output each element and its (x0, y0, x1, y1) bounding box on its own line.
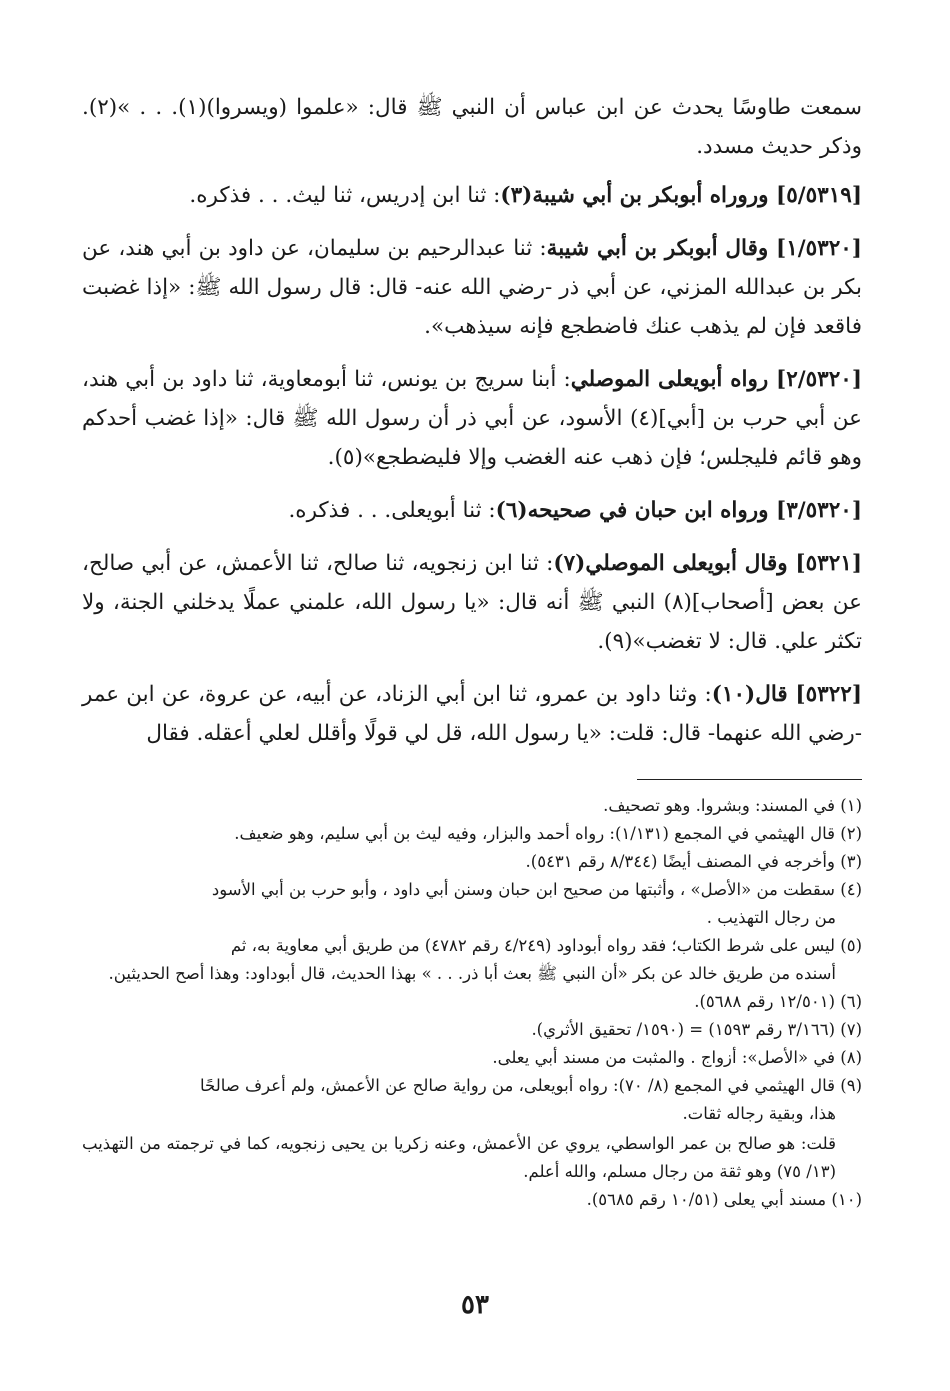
footnote-1 (82, 792, 862, 820)
footnote-number: (١) (840, 796, 862, 815)
footnote-number: (٤) (840, 880, 862, 899)
footnote-10 (82, 1186, 862, 1214)
footnote-text: (٣/١٦٦ رقم ١٥٩٣) = (١٥٩٠/ تحقيق الأثري). (531, 1020, 835, 1039)
footnote-comment: قلت: هو صالح بن عمر الواسطي، يروي عن الأعمش، وعنه زكريا بن يحيى زنجويه، كما في ترجمته من التهذيب (١٣/ ٧٥) وهو ثقة من رجال مسلم، والله أعلم. (82, 1134, 836, 1181)
footnote-text: قال الهيثمي في المجمع (١/١٣١): رواه أحمد والبزار، وفيه ليث بن أبي سليم، وهو ضعيف. (234, 824, 835, 843)
footnote-text: مسند أبي يعلى (١٠/٥١ رقم ٥٦٨٥). (586, 1190, 827, 1209)
footnote-3 (82, 848, 862, 876)
paragraph-text: : ثنا أبويعلى. . . فذكره. (288, 498, 496, 523)
paragraph-1 (82, 88, 862, 166)
footnote-number: (١٠) (831, 1190, 862, 1209)
paragraph-text: : وثنا داود بن عمرو، ثنا ابن أبي الزناد، عن أبيه، عن عروة، عن ابن عمر -رضي الله عنهما- قال: قلت: «يا رسول الله، قل لي قولًا وأقلل لعلي أعقله. فقال (82, 682, 862, 746)
footnote-number: (٩) (840, 1076, 862, 1095)
footnote-number: (٥) (840, 936, 862, 955)
footnotes (82, 792, 862, 1214)
paragraph-text: سمعت طاوسًا يحدث عن ابن عباس أن النبي ﷺ قال: «علموا (ويسروا)(١). . . »(٢). وذكر حديث مسدد. (82, 95, 862, 159)
footnote-number: (٨) (840, 1048, 862, 1067)
footnote-separator (637, 779, 862, 780)
footnote-continuation: هذا، وبقية رجاله ثقات. (682, 1104, 836, 1123)
footnote-8 (82, 1044, 862, 1072)
footnote-7 (82, 1016, 862, 1044)
hadith-ref: [٥٣٢٢] قال(١٠) (711, 682, 862, 707)
paragraph-4 (82, 360, 862, 477)
hadith-ref: [٢/٥٣٢٠] رواه أبويعلى الموصلي (570, 367, 862, 392)
footnote-text: (١٢/٥٠١ رقم ٥٦٨٨). (694, 992, 835, 1011)
footnote-text: في المسند: وبشروا. وهو تصحيف. (603, 796, 835, 815)
hadith-ref: [٥/٥٣١٩] وروراه أبوبكر بن أبي شيبة(٣) (500, 183, 862, 208)
paragraph-7 (82, 675, 862, 753)
hadith-ref: [٥٣٢١] وقال أبويعلى الموصلي(٧) (553, 551, 862, 576)
footnote-6 (82, 988, 862, 1016)
footnote-9 (82, 1072, 862, 1128)
page-number: ٥٣ (461, 1290, 489, 1320)
footnote-continuation: من رجال التهذيب . (706, 908, 836, 927)
paragraph-text: : ثنا ابن إدريس، ثنا ليث. . . فذكره. (189, 183, 501, 208)
hadith-ref: [٣/٥٣٢٠] ورواه ابن حبان في صحيحه(٦) (495, 498, 862, 523)
paragraph-6 (82, 544, 862, 661)
hadith-ref: [١/٥٣٢٠] وقال أبوبكر بن أبي شيبة (546, 236, 862, 261)
footnote-number: (٢) (840, 824, 862, 843)
paragraph-text: : ثنا عبدالرحيم بن سليمان، عن داود بن أبي هند، عن بكر بن عبدالله المزني، عن أبي ذر -رضي الله عنه- قال: قال رسول الله ﷺ: «إذا غضبت فاقعد فإن لم يذهب عنك فاضطجع فإنه سيذهب». (82, 236, 862, 339)
footnote-number: (٦) (840, 992, 862, 1011)
footnote-text: في «الأصل»: أزواج . والمثبت من مسند أبي يعلى. (492, 1048, 835, 1067)
footnote-text: قال الهيثمي في المجمع (٨/ ٧٠): رواه أبويعلى، من رواية صالح عن الأعمش، ولم أعرف صالحًا (200, 1076, 835, 1095)
footnote-number: (٣) (840, 852, 862, 871)
paragraph-text: : أبنا سريج بن يونس، ثنا أبومعاوية، ثنا داود بن أبي هند، عن أبي حرب بن [أبي](٤) الأسود، عن أبي ذر أن رسول الله ﷺ قال: «إذا غضب أحدكم وهو قائم فليجلس؛ فإن ذهب عنه الغضب وإلا فليضطجع»(٥). (82, 367, 862, 470)
main-text (82, 88, 862, 753)
paragraph-5 (82, 491, 862, 530)
footnote-5 (82, 932, 862, 988)
footnote-number: (٧) (840, 1020, 862, 1039)
footnote-continuation: أسنده من طريق خالد عن بكر «أن النبي ﷺ بعث أبا ذر. . . » بهذا الحديث، قال أبوداود: وهذا أصح الحديثين. (108, 964, 836, 983)
footnote-text: ليس على شرط الكتاب؛ فقد رواه أبوداود (٤/٢٤٩ رقم ٤٧٨٢) من طريق أبي معاوية به، ثم (230, 936, 835, 955)
footnote-text: وأخرجه في المصنف أيضًا (٨/٣٤٤ رقم ٥٤٣١). (525, 852, 835, 871)
footnote-4 (82, 876, 862, 932)
footnote-text: سقطت من «الأصل» ، وأثبتها من صحيح ابن حبان وسنن أبي داود ، وأبو حرب بن أبي الأسود (211, 880, 835, 899)
paragraph-3 (82, 229, 862, 346)
footnote-2 (82, 820, 862, 848)
paragraph-text: : ثنا ابن زنجويه، ثنا صالح، ثنا الأعمش، عن أبي صالح، عن بعض [أصحاب](٨) النبي ﷺ أنه قال: «يا رسول الله، علمني عملًا يدخلني الجنة، ولا تكثر علي. قال: لا تغضب»(٩). (82, 551, 862, 654)
paragraph-2 (82, 176, 862, 215)
